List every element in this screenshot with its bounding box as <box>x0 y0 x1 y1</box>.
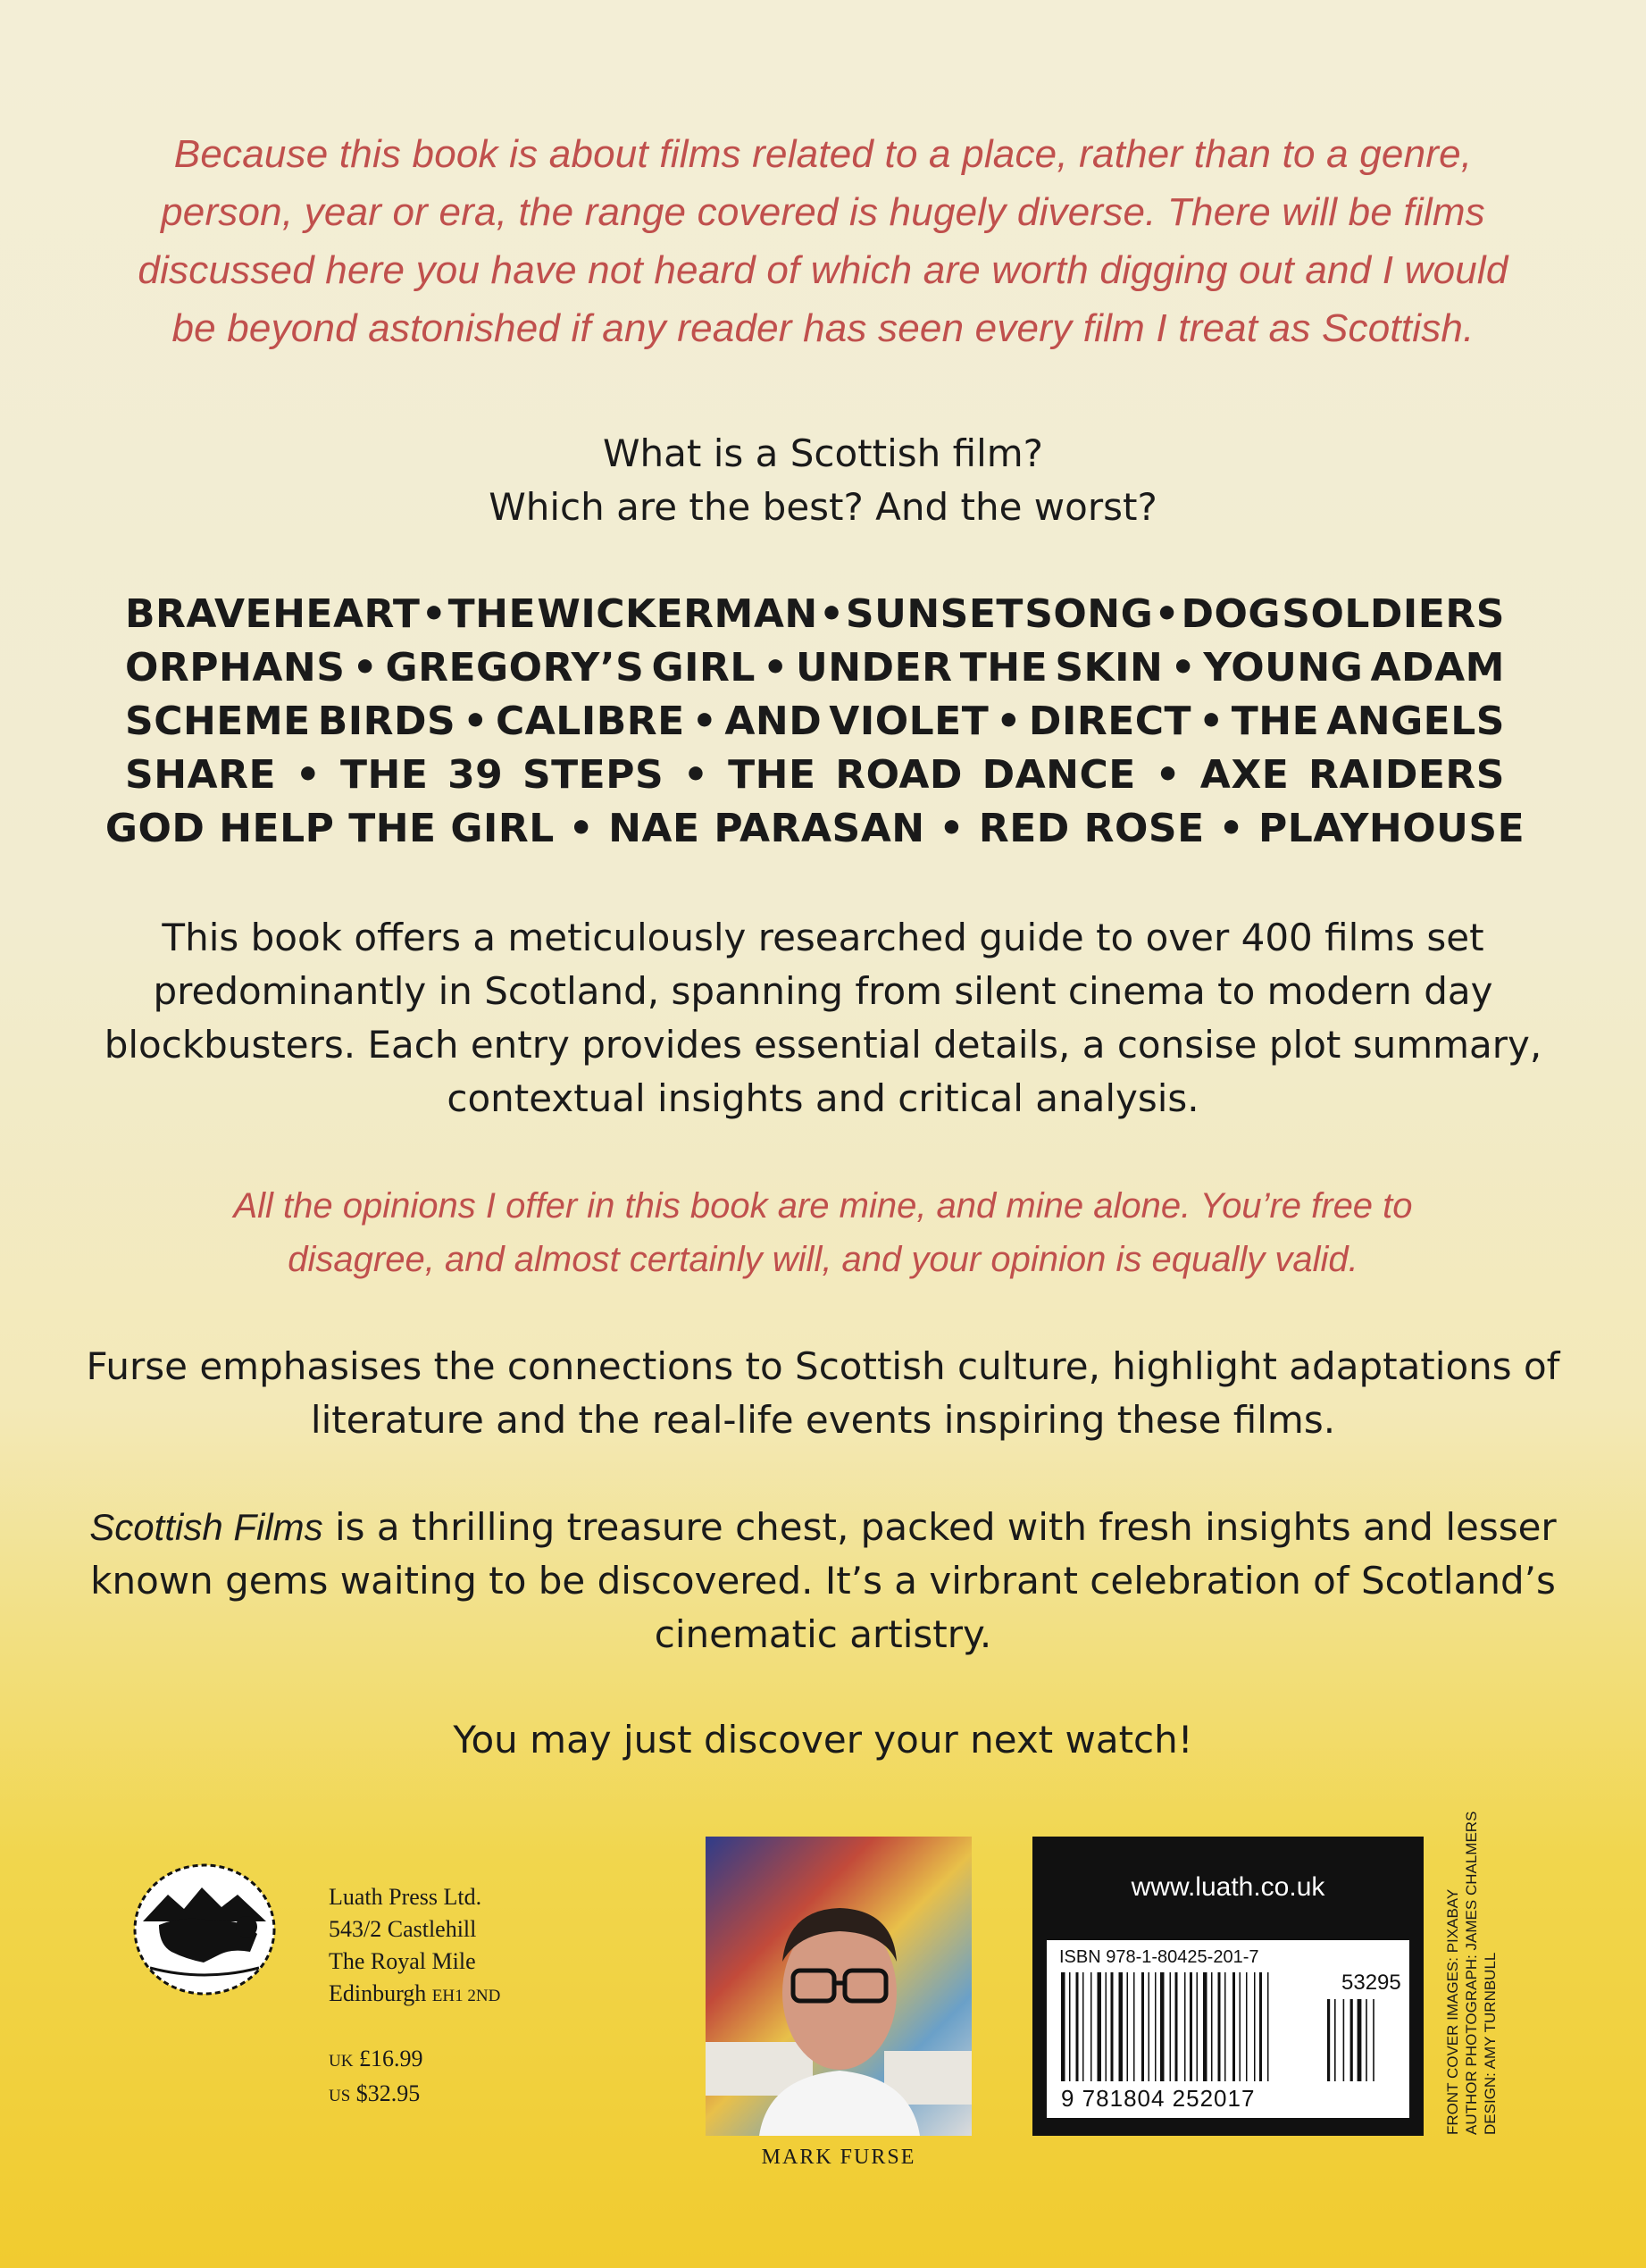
description-line: predominantly in Scotland, spanning from silent cinema to modern day <box>153 969 1493 1013</box>
bullet-separator: • <box>421 591 447 637</box>
treasure-line: cinematic artistry. <box>654 1612 992 1656</box>
barcode-digits: 9 781804 252017 <box>1061 2085 1256 2112</box>
emphasis-paragraph <box>0 1340 1646 1447</box>
publisher-url: www.luath.co.uk <box>1131 1872 1325 1902</box>
film-list-row <box>125 588 1505 641</box>
credit-line: DESIGN: AMY TURNBULL <box>1482 1952 1499 2135</box>
publisher-postcode: EH1 2ND <box>431 1987 501 2005</box>
film-word: THE <box>728 752 816 798</box>
bullet-separator: • <box>819 591 845 637</box>
publisher-city: Edinburgh <box>329 1980 427 2006</box>
luath-logo-icon <box>132 1862 277 1996</box>
film-word: SCHEME <box>125 699 311 744</box>
description-line: This book offers a meticulously researched guide to over 400 films set <box>162 916 1484 959</box>
intro-quote <box>0 125 1646 357</box>
image-credits <box>1443 1812 1500 2135</box>
film-word: RAIDERS <box>1308 752 1505 798</box>
film-word: AXE <box>1199 752 1290 798</box>
price-us <box>329 2078 500 2113</box>
publisher-city-line <box>329 1978 500 2013</box>
description-line: blockbusters. Each entry provides essential details, a consise plot summary, <box>104 1023 1542 1067</box>
publisher-info <box>329 1881 500 2113</box>
film-word: SOLDIERS <box>1282 591 1505 637</box>
film-word: GREGORY’S <box>385 645 645 690</box>
film-word: WICKERMAN <box>537 591 818 637</box>
film-word: SKIN <box>1055 645 1164 690</box>
isbn-label: ISBN 978-1-80425-201-7 <box>1059 1947 1259 1967</box>
film-word: DOG <box>1181 591 1281 637</box>
treasure-paragraph <box>0 1501 1646 1661</box>
emphasis-line: Furse emphasises the connections to Scottish culture, highlight adaptations of <box>86 1344 1560 1388</box>
film-word: SHARE <box>125 752 277 798</box>
film-word: DIRECT <box>1028 699 1192 744</box>
film-word: DANCE <box>982 752 1136 798</box>
price-uk-label: UK <box>329 2052 354 2071</box>
film-list-row <box>125 695 1505 749</box>
film-word: STEPS <box>522 752 664 798</box>
price-us-value: $32.95 <box>355 2080 421 2106</box>
author-portrait-icon <box>706 1837 972 2136</box>
credit-line: AUTHOR PHOTOGRAPH: JAMES CHALMERS <box>1463 1811 1480 2135</box>
film-list-row <box>125 641 1505 695</box>
film-word: ANGELS <box>1326 699 1505 744</box>
barcode-card <box>1047 1940 1409 2118</box>
treasure-line <box>0 1501 1646 1554</box>
intro-line: be beyond astonished if any reader has seen every film I treat as Scottish. <box>171 306 1475 350</box>
film-word: BIRDS <box>317 699 456 744</box>
opinion-line: disagree, and almost certainly will, and your opinion is equally valid. <box>288 1240 1358 1279</box>
publisher-name: Luath Press Ltd. <box>329 1884 482 1910</box>
film-word: THE <box>959 645 1049 690</box>
film-word: CALIBRE <box>495 699 685 744</box>
film-list <box>104 588 1525 856</box>
film-word: THE <box>1231 699 1320 744</box>
publisher-area: The Royal Mile <box>329 1948 476 1974</box>
description <box>0 911 1646 1126</box>
film-word: GIRL <box>651 645 756 690</box>
credit-line: FRONT COVER IMAGES: PIXABAY <box>1444 1888 1461 2135</box>
bullet-separator: • <box>682 752 709 798</box>
film-word: ROAD <box>835 752 963 798</box>
film-word: VIOLET <box>829 699 990 744</box>
film-word: ORPHANS <box>125 645 346 690</box>
film-word: AND <box>724 699 823 744</box>
bullet-separator: • <box>1170 645 1197 690</box>
bullet-separator: • <box>1199 699 1224 744</box>
book-title: Scottish Films <box>89 1506 323 1548</box>
bullet-separator: • <box>763 645 789 690</box>
bullet-separator: • <box>1155 752 1182 798</box>
question-line: What is a Scottish film? <box>603 431 1043 475</box>
barcode-panel <box>1032 1837 1424 2136</box>
bullet-separator: • <box>295 752 322 798</box>
closing-line: You may just discover your next watch! <box>453 1718 1193 1762</box>
author-photo <box>706 1837 972 2136</box>
bullet-separator: • <box>352 645 379 690</box>
bullet-separator: • <box>691 699 718 744</box>
film-word: UNDER <box>796 645 953 690</box>
questions <box>0 427 1646 534</box>
publisher-street: 543/2 Castlehill <box>329 1916 477 1942</box>
film-word: 39 <box>447 752 504 798</box>
description-line: contextual insights and critical analysis. <box>447 1076 1199 1120</box>
barcode-addon: 53295 <box>1341 1971 1401 1995</box>
film-word: BRAVEHEART <box>125 591 421 637</box>
barcode-icon <box>1059 1972 1399 2083</box>
film-word: SONG <box>1024 591 1154 637</box>
opinion-line: All the opinions I offer in this book are mine, and mine alone. You’re free to <box>233 1186 1413 1226</box>
author-caption: MARK FURSE <box>761 2146 916 2169</box>
opinion-quote <box>0 1179 1646 1286</box>
film-word: THE <box>339 752 429 798</box>
price-uk-value: £16.99 <box>358 2046 423 2071</box>
price-us-label: US <box>329 2087 351 2105</box>
film-word: SUNSET <box>845 591 1024 637</box>
bullet-separator: • <box>996 699 1022 744</box>
treasure-line: known gems waiting to be discovered. It’s a virbrant celebration of Scotland’s <box>90 1559 1556 1603</box>
film-word: YOUNG <box>1203 645 1364 690</box>
film-word: THE <box>447 591 537 637</box>
intro-line: discussed here you have not heard of which are worth digging out and I would <box>138 248 1508 292</box>
film-list-last-row: GOD HELP THE GIRL • NAE PARASAN • RED ROSE • PLAYHOUSE <box>104 806 1525 851</box>
intro-line: person, year or era, the range covered is hugely diverse. There will be films <box>161 190 1485 234</box>
question-line: Which are the best? And the worst? <box>489 485 1157 529</box>
film-list-row <box>125 749 1505 802</box>
bullet-separator: • <box>1154 591 1181 637</box>
intro-line: Because this book is about films related to a place, rather than to a genre, <box>173 132 1473 176</box>
film-word: ADAM <box>1370 645 1505 690</box>
treasure-line-rest: is a thrilling treasure chest, packed with fresh insights and lesser <box>322 1505 1557 1549</box>
price-uk <box>329 2043 500 2078</box>
bullet-separator: • <box>463 699 489 744</box>
emphasis-line: literature and the real-life events inspiring these films. <box>310 1398 1336 1442</box>
